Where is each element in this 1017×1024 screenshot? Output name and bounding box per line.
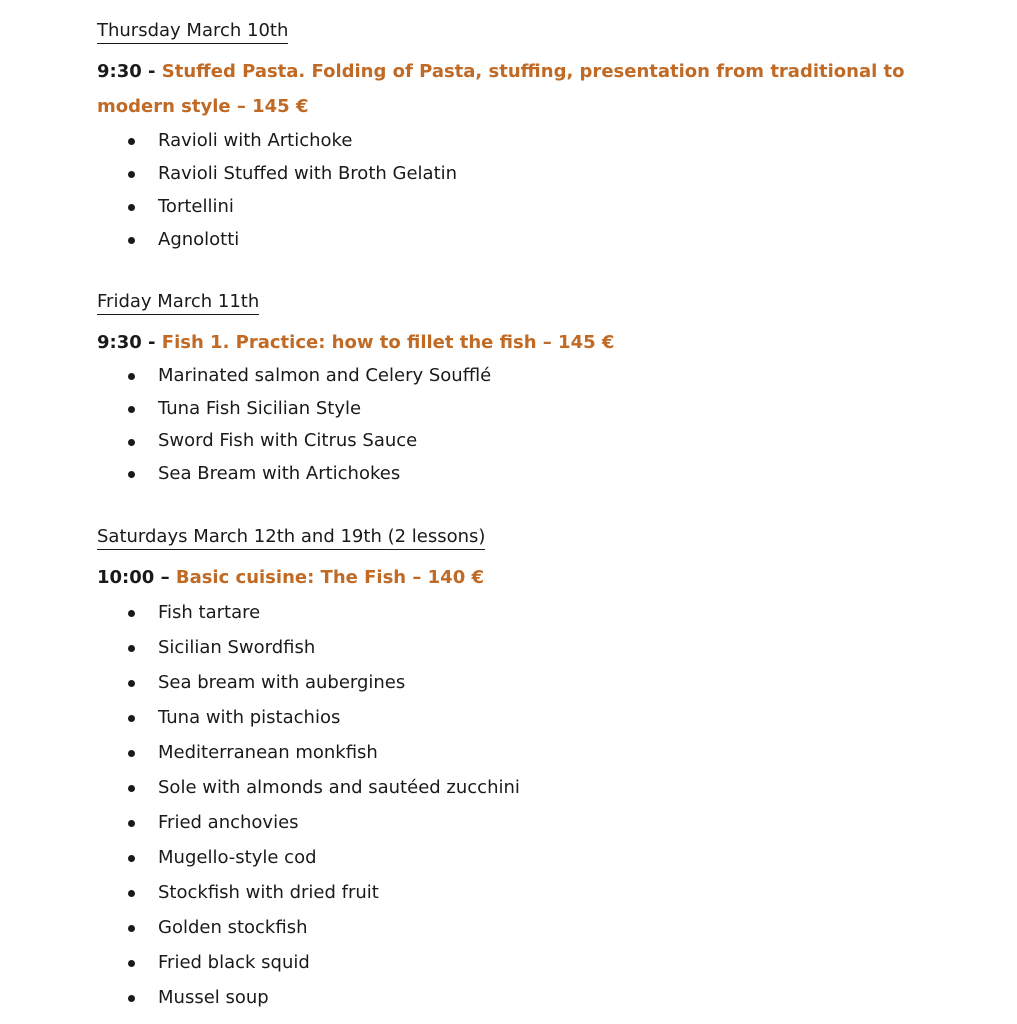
- list-item: Golden stockfish: [97, 910, 917, 945]
- list-item: Sole with almonds and sautéed zucchini: [97, 770, 917, 805]
- class-headline: [97, 325, 917, 360]
- list-item: Tortellini: [97, 190, 917, 223]
- section-date: Friday March 11th: [97, 291, 259, 315]
- list-item: Mussel soup: [97, 980, 917, 1015]
- list-item: Marinated salmon and Celery Soufflé: [97, 360, 917, 393]
- list-item: Mugello-style cod: [97, 840, 917, 875]
- list-item: Agnolotti: [97, 223, 917, 256]
- list-item: Sicilian Swordfish: [97, 630, 917, 665]
- class-title: Stuffed Pasta. Folding of Pasta, stuffing, presentation from traditional to modern style – 145 €: [97, 61, 905, 117]
- class-time: 10:00 –: [97, 567, 176, 588]
- dish-list: [97, 124, 917, 256]
- list-item: Mediterranean monkfish: [97, 735, 917, 770]
- class-headline: [97, 54, 917, 124]
- class-section-saturdays: [97, 526, 917, 1015]
- list-item: Fried black squid: [97, 945, 917, 980]
- list-item: Ravioli Stuffed with Broth Gelatin: [97, 157, 917, 190]
- dish-list: [97, 360, 917, 491]
- class-title: Fish 1. Practice: how to fillet the fish – 145 €: [161, 332, 615, 353]
- dish-list: [97, 595, 917, 1015]
- class-section-thursday: [97, 20, 917, 256]
- list-item: Fried anchovies: [97, 805, 917, 840]
- class-time: 9:30 -: [97, 332, 162, 353]
- list-item: Tuna with pistachios: [97, 700, 917, 735]
- list-item: Tuna Fish Sicilian Style: [97, 393, 917, 426]
- list-item: Sea Bream with Artichokes: [97, 458, 917, 491]
- list-item: Ravioli with Artichoke: [97, 124, 917, 157]
- class-section-friday: [97, 291, 917, 491]
- class-title: Basic cuisine: The Fish – 140 €: [175, 567, 485, 588]
- class-headline: [97, 560, 917, 595]
- list-item: Sword Fish with Citrus Sauce: [97, 425, 917, 458]
- list-item: Fish tartare: [97, 595, 917, 630]
- section-date: Thursday March 10th: [97, 20, 288, 44]
- class-time: 9:30 -: [97, 61, 162, 82]
- list-item: Stockfish with dried fruit: [97, 875, 917, 910]
- section-date: Saturdays March 12th and 19th (2 lessons): [97, 526, 485, 550]
- list-item: Sea bream with aubergines: [97, 665, 917, 700]
